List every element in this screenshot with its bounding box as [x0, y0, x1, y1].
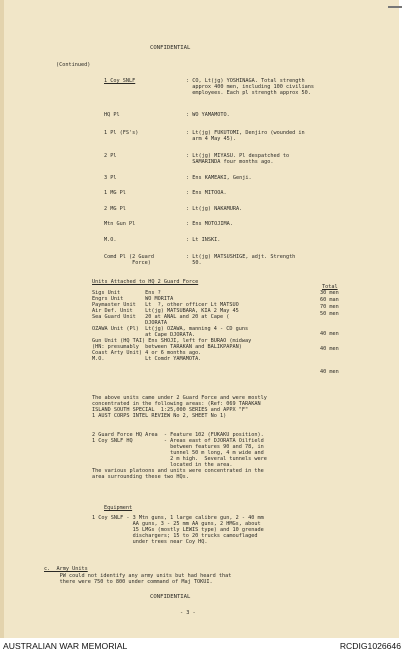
- row-desc-2-pl: : Lt(jg) MIYASU. Pl despatched to SAMARINDA four months ago.: [186, 153, 290, 165]
- archive-name: AUSTRALIAN WAR MEMORIAL: [3, 641, 128, 651]
- row-label-mo: M.O.: [104, 237, 117, 243]
- archive-reference: RCDIG1026646: [339, 641, 401, 651]
- continued-label: (Continued): [56, 62, 91, 68]
- row-label-1-coy-snlf: 1 Coy SNLF: [104, 78, 136, 84]
- total-value: 40 men: [320, 346, 339, 352]
- row-desc-1-mg-pl: : Ens MITOOA.: [186, 190, 227, 196]
- row-desc-2-mg-pl: : Lt(jg) NAKAMURA.: [186, 206, 243, 212]
- row-label-3-pl: 3 Pl: [104, 175, 117, 181]
- classification-header: CONFIDENTIAL: [150, 45, 191, 51]
- total-value: 50 men: [320, 311, 339, 317]
- equipment-body: 1 Coy SNLF - 3 Mtn guns, 1 large calibre gun, 2 - 40 mm AA guns, 3 - 25 mm AA guns, 2 HMGs, about 15 LMGs (mostly LEWIS type) and 10 grenade dischargers; 15 to 20 trucks camouflaged under trees near Coy HQ.: [92, 515, 264, 545]
- row-desc-mo: : Lt INSKI.: [186, 237, 221, 243]
- equipment-heading: Equipment: [104, 505, 133, 511]
- row-label-comd-pl: Comd Pl (2 Guard Force): [104, 254, 154, 266]
- row-desc-3-pl: : Ens KAMEAKI, Genji.: [186, 175, 252, 181]
- row-label-mtn-gun-pl: Mtn Gun Pl: [104, 221, 136, 227]
- row-desc-hq-pl: : WO YAMAMOTO.: [186, 112, 230, 118]
- row-label-2-pl: 2 Pl: [104, 153, 117, 159]
- row-label-2-mg-pl: 2 MG Pl: [104, 206, 126, 212]
- row-desc-mtn-gun-pl: : Ens MOTOJIMA.: [186, 221, 233, 227]
- total-value: 70 men: [320, 304, 339, 310]
- hq-locations-paragraph: 2 Guard Force HQ Area - Feature 102 (FUKAKU position). 1 Coy SNLF HQ - Areas east of DJORATA Oilfield between features 90 and 78, in tunnel 50 m long, 4 m wide and 2 m high. Several tunnels were located in the area. The various platoons and units were concentrated in the area surrounding these two HQs.: [92, 432, 267, 480]
- attached-units-heading: Units Attached to HQ 2 Guard Force: [92, 279, 199, 285]
- total-column-heading: Total: [322, 284, 338, 290]
- archive-footer: [0, 638, 405, 654]
- attached-units-list: Sigs Unit Ens ? Engrs Unit WO MORITA Paymaster Unit Lt ?, other officer Lt MATSUO Air Def. Unit Lt(jg) MATSUBARA, KIA 2 May 45 Sea Guard Unit 20 at ANAL and 20 at Cape ( DJORATA OZAWA Unit (Pl) Lt(jg) OZAWA, manning 4 - CD guns at Cape DJORATA. Gun Unit (HQ TAI) Ens SHOJI, left for BURAO (midway (HN: presumably between TARAKAN and BALIKPAPAN) Coast Arty Unit) 4 or 6 months ago. M.O. Lt Comdr YAMAMOTA.: [92, 290, 252, 362]
- page-number: - 3 -: [180, 610, 196, 616]
- classification-footer: CONFIDENTIAL: [150, 594, 191, 600]
- row-label-1-pl: 1 Pl (FS's): [104, 130, 139, 136]
- total-value: 40 men: [320, 331, 339, 337]
- row-desc-1-pl: : Lt(jg) FUKUTOMI, Denjiro (wounded in arm 4 May 45).: [186, 130, 305, 142]
- row-label-hq-pl: HQ Pl: [104, 112, 120, 118]
- row-label-1-mg-pl: 1 MG Pl: [104, 190, 126, 196]
- row-desc-comd-pl: : Lt(jg) MATSUSHIGE, adjt. Strength 50.: [186, 254, 296, 266]
- edge-marker: [388, 6, 402, 8]
- army-units-heading: c. Army Units: [44, 566, 88, 572]
- total-value: 40 men: [320, 369, 339, 375]
- total-value: 60 man: [320, 297, 339, 303]
- page-fold-shadow: [0, 0, 4, 638]
- row-desc-1-coy-snlf: : CO, Lt(jg) YOSHINAGA. Total strength approx 400 men, including 100 civilians employees. Each pl strength approx 50.: [186, 78, 315, 96]
- total-value: 30 men: [320, 290, 339, 296]
- army-units-body: PW could not identify any army units but had heard that there were 750 to 800 under command of Maj TOKUI.: [59, 573, 232, 585]
- areas-paragraph: The above units came under 2 Guard Force and were mostly concentrated in the following areas: (Ref: 069 TARAKAN ISLAND SOUTH SPECIAL 1:25,000 SERIES and APPX "F" 1 AUST CORPS INTEL REVIEW No 2, SHEET No 1): [92, 395, 267, 419]
